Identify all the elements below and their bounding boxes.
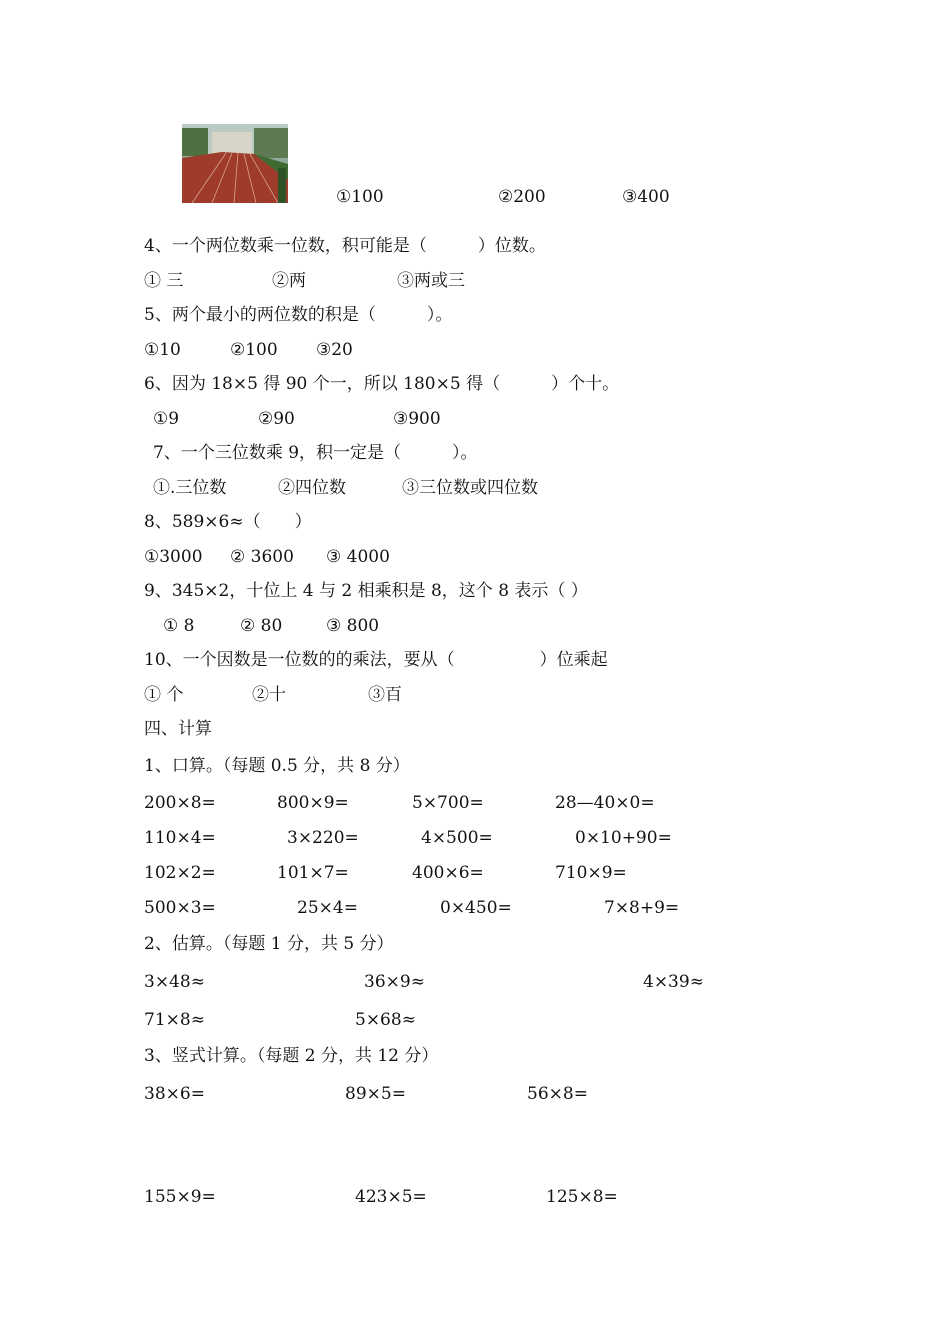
running-track-photo: [182, 124, 288, 203]
vertical-item: 423×5=: [355, 1187, 427, 1207]
q3-option-3: ③400: [622, 187, 670, 207]
oral-item: 110×4=: [144, 828, 216, 848]
oral-item: 28—40×0=: [555, 793, 655, 813]
oral-item: 710×9=: [555, 863, 627, 883]
q9-option-3: ③ 800: [326, 616, 380, 636]
oral-item: 0×10+90=: [575, 828, 672, 848]
q7-text: 7、一个三位数乘 9，积一定是（ ）。: [153, 443, 478, 463]
q6-option-2: ②90: [258, 409, 295, 429]
oral-item: 500×3=: [144, 898, 216, 918]
q7-option-1: ①.三位数: [153, 478, 227, 498]
oral-item: 800×9=: [277, 793, 349, 813]
oral-item: 101×7=: [277, 863, 349, 883]
q10-option-2: ②十: [252, 685, 286, 705]
estimate-item: 3×48≈: [144, 972, 205, 992]
q8-text: 8、589×6≈（ ）: [144, 512, 312, 532]
q10-option-3: ③百: [368, 685, 402, 705]
estimate-item: 36×9≈: [364, 972, 425, 992]
q8-option-2: ② 3600: [230, 547, 294, 567]
q6-option-1: ①9: [153, 409, 180, 429]
q3-option-2: ②200: [498, 187, 546, 207]
oral-item: 200×8=: [144, 793, 216, 813]
q7-option-3: ③三位数或四位数: [402, 478, 538, 498]
oral-item: 4×500=: [421, 828, 493, 848]
oral-item: 102×2=: [144, 863, 216, 883]
q9-option-1: ① 8: [163, 616, 195, 636]
q9-option-2: ② 80: [240, 616, 283, 636]
q6-option-3: ③900: [393, 409, 441, 429]
oral-item: 3×220=: [287, 828, 359, 848]
estimate-item: 71×8≈: [144, 1010, 205, 1030]
q4-option-1: ① 三: [144, 271, 184, 291]
oral-item: 25×4=: [297, 898, 358, 918]
q7-option-2: ②四位数: [278, 478, 346, 498]
q3-option-1: ①100: [336, 187, 384, 207]
estimate-title: 2、估算。（每题 1 分，共 5 分）: [144, 934, 394, 954]
estimate-item: 4×39≈: [643, 972, 704, 992]
section-4-heading: 四、计算: [144, 719, 212, 739]
q10-option-1: ① 个: [144, 685, 184, 705]
oral-item: 400×6=: [412, 863, 484, 883]
vertical-item: 38×6=: [144, 1084, 205, 1104]
vertical-item: 56×8=: [527, 1084, 588, 1104]
q5-text: 5、两个最小的两位数的积是（ ）。: [144, 305, 453, 325]
oral-calc-title: 1、口算。（每题 0.5 分，共 8 分）: [144, 756, 410, 776]
q4-text: 4、一个两位数乘一位数，积可能是（ ）位数。: [144, 236, 546, 256]
vertical-item: 125×8=: [546, 1187, 618, 1207]
q8-option-3: ③ 4000: [326, 547, 390, 567]
vertical-calc-title: 3、竖式计算。（每题 2 分，共 12 分）: [144, 1046, 439, 1066]
q5-option-2: ②100: [230, 340, 278, 360]
vertical-item: 89×5=: [345, 1084, 406, 1104]
oral-item: 5×700=: [412, 793, 484, 813]
q5-option-3: ③20: [316, 340, 353, 360]
q4-option-2: ②两: [272, 271, 306, 291]
oral-item: 7×8+9=: [604, 898, 680, 918]
q4-option-3: ③两或三: [397, 271, 465, 291]
oral-item: 0×450=: [440, 898, 512, 918]
vertical-item: 155×9=: [144, 1187, 216, 1207]
q8-option-1: ①3000: [144, 547, 203, 567]
q10-text: 10、一个因数是一位数的的乘法，要从（ ）位乘起: [144, 650, 608, 670]
q6-text: 6、因为 18×5 得 90 个一，所以 180×5 得（ ）个十。: [144, 374, 620, 394]
estimate-item: 5×68≈: [355, 1010, 416, 1030]
q5-option-1: ①10: [144, 340, 181, 360]
q9-text: 9、345×2，十位上 4 与 2 相乘积是 8，这个 8 表示（ ）: [144, 581, 588, 601]
